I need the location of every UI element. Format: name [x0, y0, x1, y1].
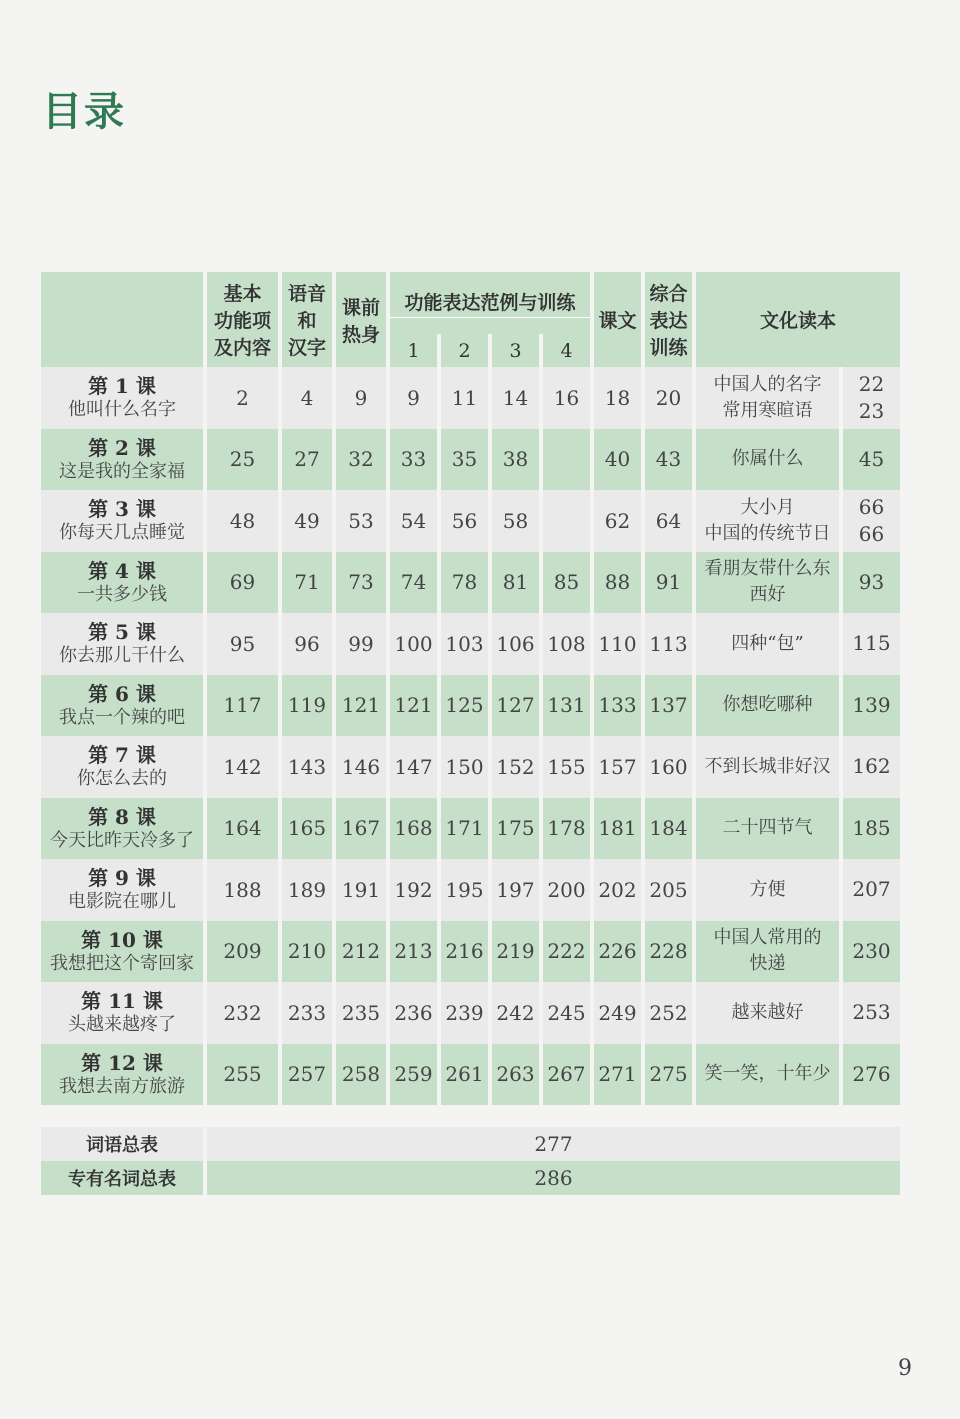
page-cell: 232 — [207, 982, 278, 1044]
page-cell: 56 — [441, 490, 488, 552]
page-cell: 11 — [441, 367, 488, 429]
page-cell: 103 — [441, 613, 488, 675]
page-cell — [543, 429, 590, 491]
appendix-row — [41, 1161, 900, 1195]
page-cell: 106 — [492, 613, 539, 675]
culture-title: 中国的传统节日 — [704, 522, 831, 544]
lesson-row — [41, 490, 900, 552]
page-cell: 271 — [594, 1044, 641, 1106]
page-cell: 142 — [207, 736, 278, 798]
culture-reading — [696, 613, 839, 675]
header-warmup: 课前 热身 — [336, 272, 386, 367]
page-cell: 71 — [282, 552, 332, 614]
culture-reading — [696, 490, 839, 552]
lesson-title — [41, 982, 203, 1044]
page-cell: 49 — [282, 490, 332, 552]
culture-page — [843, 552, 900, 614]
page-cell: 171 — [441, 798, 488, 860]
culture-title: 中国人常用的 — [713, 927, 822, 949]
spacer-cell — [41, 1105, 900, 1127]
culture-reading — [696, 429, 839, 491]
page-cell: 110 — [594, 613, 641, 675]
page-cell: 245 — [543, 982, 590, 1044]
culture-reading — [696, 798, 839, 860]
page-cell: 175 — [492, 798, 539, 860]
page-cell: 48 — [207, 490, 278, 552]
lesson-title — [41, 675, 203, 737]
page-cell: 252 — [645, 982, 692, 1044]
culture-reading — [696, 367, 839, 429]
page-cell: 43 — [645, 429, 692, 491]
lesson-title — [41, 921, 203, 983]
page-cell: 99 — [336, 613, 386, 675]
page-cell: 195 — [441, 859, 488, 921]
page-cell: 242 — [492, 982, 539, 1044]
page-cell: 188 — [207, 859, 278, 921]
lesson-name: 你去那儿干什么 — [59, 645, 185, 666]
culture-page — [843, 429, 900, 491]
page-cell: 108 — [543, 613, 590, 675]
page-cell: 25 — [207, 429, 278, 491]
page-cell: 210 — [282, 921, 332, 983]
page-cell: 181 — [594, 798, 641, 860]
culture-reading — [696, 736, 839, 798]
page-cell: 213 — [390, 921, 437, 983]
page-cell: 40 — [594, 429, 641, 491]
page-cell: 157 — [594, 736, 641, 798]
page-cell: 233 — [282, 982, 332, 1044]
header-basic: 基本 功能项 及内容 — [207, 272, 278, 367]
page-cell: 205 — [645, 859, 692, 921]
page-cell: 69 — [207, 552, 278, 614]
lesson-title — [41, 429, 203, 491]
lesson-row — [41, 675, 900, 737]
page-cell: 164 — [207, 798, 278, 860]
culture-page — [843, 675, 900, 737]
lesson-name: 你每天几点睡觉 — [59, 522, 185, 543]
page-cell: 160 — [645, 736, 692, 798]
page-cell: 155 — [543, 736, 590, 798]
header-corner — [41, 272, 203, 367]
lesson-name: 头越来越疼了 — [68, 1014, 176, 1035]
lesson-number: 第 12 课 — [81, 1050, 163, 1075]
culture-page-number: 230 — [852, 938, 891, 963]
page-cell: 81 — [492, 552, 539, 614]
page-cell: 192 — [390, 859, 437, 921]
header-function-1: 1 — [390, 334, 437, 367]
lesson-number: 第 9 课 — [88, 866, 156, 890]
page-cell: 212 — [336, 921, 386, 983]
page-cell: 261 — [441, 1044, 488, 1106]
page-cell: 113 — [645, 613, 692, 675]
lesson-row — [41, 798, 900, 860]
lesson-row — [41, 982, 900, 1044]
page-number: 9 — [898, 1356, 912, 1381]
page-cell: 33 — [390, 429, 437, 491]
lesson-row — [41, 429, 900, 491]
page-cell: 4 — [282, 367, 332, 429]
page-cell: 119 — [282, 675, 332, 737]
culture-page-number: 185 — [852, 815, 891, 840]
lesson-row — [41, 1044, 900, 1106]
lesson-number: 第 2 课 — [88, 435, 156, 460]
page-cell: 58 — [492, 490, 539, 552]
culture-title: 看朋友带什么东 — [704, 558, 831, 580]
header-comprehensive: 综合 表达 训练 — [645, 272, 692, 367]
page-cell: 137 — [645, 675, 692, 737]
culture-reading — [696, 982, 839, 1044]
page-cell: 184 — [645, 798, 692, 860]
culture-page — [843, 859, 900, 921]
culture-page-number: 93 — [858, 569, 885, 594]
lesson-name: 电影院在哪儿 — [68, 891, 176, 912]
header-function-4: 4 — [543, 334, 590, 367]
page-cell: 125 — [441, 675, 488, 737]
lesson-row — [41, 613, 900, 675]
page-cell: 226 — [594, 921, 641, 983]
culture-page — [843, 613, 900, 675]
page-cell: 133 — [594, 675, 641, 737]
lesson-row — [41, 921, 900, 983]
page-cell: 209 — [207, 921, 278, 983]
page-cell: 121 — [336, 675, 386, 737]
page-cell: 32 — [336, 429, 386, 491]
page-cell: 257 — [282, 1044, 332, 1106]
lesson-name: 他叫什么名字 — [68, 399, 176, 420]
appendix-page: 277 — [207, 1127, 900, 1161]
header-function-2: 2 — [441, 334, 488, 367]
culture-title: 中国人的名字 — [713, 373, 822, 395]
spacer-row — [41, 1105, 900, 1127]
page-cell: 14 — [492, 367, 539, 429]
lesson-number: 第 7 课 — [88, 743, 156, 767]
page-cell: 219 — [492, 921, 539, 983]
toc-table — [37, 272, 904, 1195]
page-cell: 167 — [336, 798, 386, 860]
lesson-name: 这是我的全家福 — [59, 460, 185, 482]
page-cell: 146 — [336, 736, 386, 798]
culture-reading — [696, 921, 839, 983]
page-cell: 202 — [594, 859, 641, 921]
culture-page-number: 276 — [852, 1061, 891, 1086]
page-cell: 150 — [441, 736, 488, 798]
culture-page-number: 23 — [858, 398, 885, 423]
culture-title: 笑一笑，十年少 — [704, 1063, 831, 1085]
page-title: 目录 — [42, 89, 126, 135]
page-cell: 189 — [282, 859, 332, 921]
page-cell: 78 — [441, 552, 488, 614]
page-cell: 263 — [492, 1044, 539, 1106]
culture-title: 越来越好 — [731, 1001, 804, 1023]
lesson-number: 第 5 课 — [88, 620, 156, 644]
culture-title: 二十四节气 — [722, 817, 813, 839]
page-cell: 64 — [645, 490, 692, 552]
lesson-title — [41, 736, 203, 798]
culture-page — [843, 982, 900, 1044]
lesson-name: 一共多少钱 — [77, 583, 167, 605]
culture-page-number: 207 — [852, 877, 891, 902]
page-cell: 191 — [336, 859, 386, 921]
page-cell: 235 — [336, 982, 386, 1044]
culture-title: 四种“包” — [731, 632, 804, 654]
culture-title: 大小月 — [740, 496, 795, 518]
culture-page — [843, 736, 900, 798]
culture-title: 你想吃哪种 — [722, 694, 813, 716]
page-cell: 91 — [645, 552, 692, 614]
page-cell: 259 — [390, 1044, 437, 1106]
page-cell: 249 — [594, 982, 641, 1044]
page-cell: 258 — [336, 1044, 386, 1106]
page-cell: 2 — [207, 367, 278, 429]
page-cell: 38 — [492, 429, 539, 491]
page-cell: 127 — [492, 675, 539, 737]
lesson-row — [41, 859, 900, 921]
page-cell: 85 — [543, 552, 590, 614]
culture-page-number: 66 — [858, 494, 885, 519]
page-cell: 178 — [543, 798, 590, 860]
appendix-label: 词语总表 — [41, 1127, 203, 1161]
culture-title: 方便 — [749, 878, 786, 900]
header-phonetics: 语音 和 汉字 — [282, 272, 332, 367]
lesson-name: 我想去南方旅游 — [59, 1075, 185, 1097]
lesson-title — [41, 367, 203, 429]
page-cell: 16 — [543, 367, 590, 429]
page-cell: 88 — [594, 552, 641, 614]
page-cell: 255 — [207, 1044, 278, 1106]
page-cell: 147 — [390, 736, 437, 798]
page-cell: 27 — [282, 429, 332, 491]
page-cell: 275 — [645, 1044, 692, 1106]
culture-reading — [696, 1044, 839, 1106]
culture-title: 西好 — [749, 584, 786, 606]
culture-page — [843, 1044, 900, 1106]
culture-page-number: 22 — [858, 371, 885, 396]
page-cell: 236 — [390, 982, 437, 1044]
culture-reading — [696, 675, 839, 737]
culture-page-number: 66 — [858, 521, 885, 546]
page-cell: 54 — [390, 490, 437, 552]
page-cell: 100 — [390, 613, 437, 675]
lesson-title — [41, 798, 203, 860]
page-cell — [543, 490, 590, 552]
culture-page — [843, 367, 900, 429]
appendix-row — [41, 1127, 900, 1161]
culture-page-number: 253 — [852, 1000, 891, 1025]
page-cell: 95 — [207, 613, 278, 675]
lesson-row — [41, 367, 900, 429]
page-cell: 35 — [441, 429, 488, 491]
lesson-row — [41, 552, 900, 614]
lesson-name: 你怎么去的 — [77, 768, 167, 789]
lesson-title — [41, 859, 203, 921]
page-cell: 228 — [645, 921, 692, 983]
page-cell: 53 — [336, 490, 386, 552]
lesson-number: 第 3 课 — [88, 497, 156, 521]
culture-title: 你属什么 — [731, 448, 804, 470]
page-cell: 197 — [492, 859, 539, 921]
lesson-title — [41, 613, 203, 675]
header-culture: 文化读本 — [696, 272, 900, 367]
lesson-name: 今天比昨天冷多了 — [50, 829, 194, 851]
culture-title: 不到长城非好汉 — [704, 755, 831, 777]
page-cell: 96 — [282, 613, 332, 675]
page-cell: 267 — [543, 1044, 590, 1106]
lesson-number: 第 1 课 — [88, 374, 156, 398]
page-cell: 121 — [390, 675, 437, 737]
lesson-name: 我想把这个寄回家 — [50, 952, 194, 974]
lesson-row — [41, 736, 900, 798]
lesson-number: 第 4 课 — [88, 558, 156, 583]
culture-reading — [696, 552, 839, 614]
culture-page-number: 139 — [852, 692, 891, 717]
page-cell: 9 — [390, 367, 437, 429]
page-cell: 62 — [594, 490, 641, 552]
lesson-number: 第 11 课 — [81, 989, 163, 1013]
page-cell: 9 — [336, 367, 386, 429]
header-text: 课文 — [594, 272, 641, 367]
culture-page — [843, 921, 900, 983]
culture-page — [843, 798, 900, 860]
lesson-title — [41, 490, 203, 552]
lesson-title — [41, 552, 203, 614]
culture-page-number: 115 — [852, 631, 891, 656]
culture-page-number: 45 — [858, 446, 885, 471]
page-cell: 152 — [492, 736, 539, 798]
header-function-3: 3 — [492, 334, 539, 367]
lesson-number: 第 10 课 — [81, 927, 163, 952]
page-cell: 143 — [282, 736, 332, 798]
page-cell: 165 — [282, 798, 332, 860]
culture-title: 快递 — [749, 953, 786, 975]
lesson-number: 第 6 课 — [88, 681, 156, 706]
header-function: 功能表达范例与训练 — [390, 272, 590, 334]
lesson-title — [41, 1044, 203, 1106]
page-cell: 73 — [336, 552, 386, 614]
page-cell: 74 — [390, 552, 437, 614]
page-cell: 117 — [207, 675, 278, 737]
culture-reading — [696, 859, 839, 921]
appendix-label: 专有名词总表 — [41, 1161, 203, 1195]
page-cell: 222 — [543, 921, 590, 983]
culture-page — [843, 490, 900, 552]
page-cell: 239 — [441, 982, 488, 1044]
culture-page-number: 162 — [852, 754, 891, 779]
appendix-page: 286 — [207, 1161, 900, 1195]
page-cell: 20 — [645, 367, 692, 429]
lesson-name: 我点一个辣的吧 — [59, 706, 185, 728]
page-cell: 18 — [594, 367, 641, 429]
page-cell: 200 — [543, 859, 590, 921]
page-cell: 216 — [441, 921, 488, 983]
culture-title: 常用寒暄语 — [722, 399, 813, 421]
lesson-number: 第 8 课 — [88, 804, 156, 829]
page-cell: 168 — [390, 798, 437, 860]
page-cell: 131 — [543, 675, 590, 737]
